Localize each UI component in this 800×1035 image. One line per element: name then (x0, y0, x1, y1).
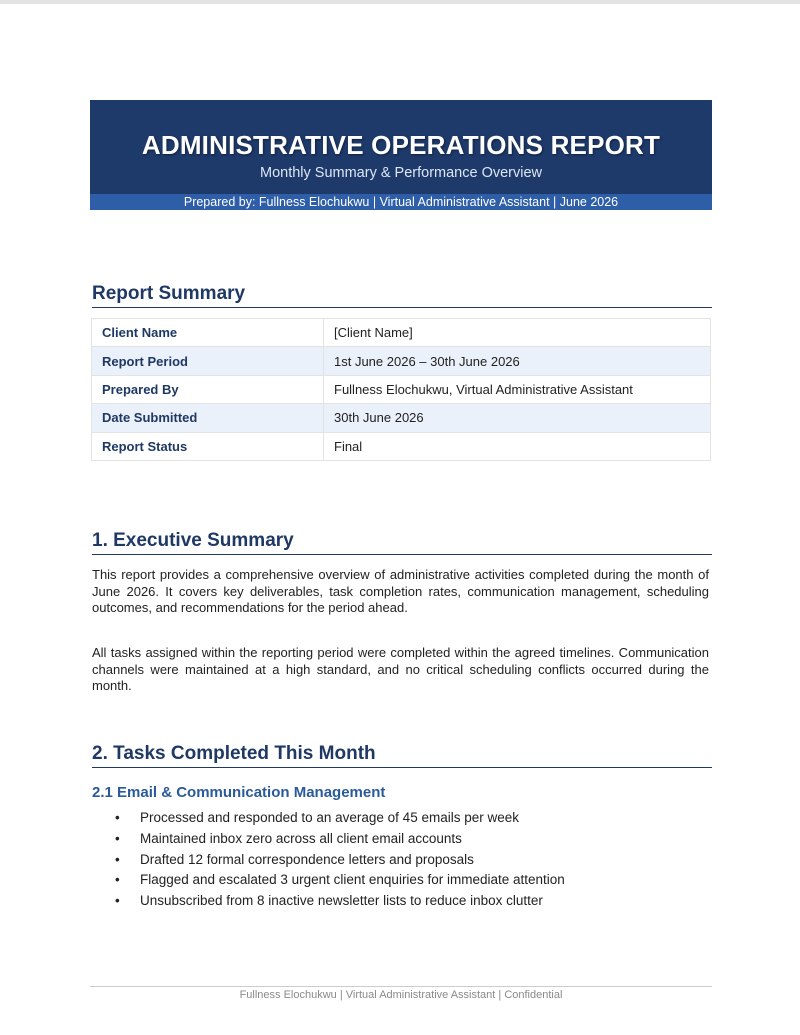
row-label: Report Period (92, 347, 324, 375)
table-row (92, 404, 711, 432)
report-subtitle: Monthly Summary & Performance Overview (259, 165, 543, 181)
list-item (92, 808, 692, 829)
row-label: Prepared By (92, 375, 324, 403)
table-row (92, 347, 711, 375)
tasks-completed-heading: 2. Tasks Completed This Month (92, 743, 712, 768)
row-label: Report Status (92, 432, 324, 460)
report-title-banner (90, 100, 712, 210)
row-label: Date Submitted (92, 404, 324, 432)
list-item-text: Unsubscribed from 8 inactive newsletter lists to reduce inbox clutter (140, 893, 543, 909)
email-communication-subheading: 2.1 Email & Communication Management (92, 784, 386, 801)
list-item (92, 850, 692, 871)
list-item-text: Maintained inbox zero across all client email accounts (140, 830, 462, 846)
list-item (92, 829, 692, 850)
list-item-text: Processed and responded to an average of 45 emails per week (140, 810, 519, 825)
bullet-icon: • (115, 830, 120, 846)
row-value: 1st June 2026 – 30th June 2026 (324, 347, 711, 375)
bullet-icon: • (115, 851, 120, 867)
list-item (92, 870, 692, 891)
table-row (92, 375, 711, 403)
executive-summary-heading: 1. Executive Summary (92, 530, 712, 555)
executive-summary-paragraph: This report provides a comprehensive overview of administrative activities completed during the month of June 2026. It covers key deliverables, task completion rates, communication management, scheduling outcomes, and recommendations for the period ahead. (92, 567, 709, 615)
table-row (92, 319, 711, 347)
report-summary-table (91, 318, 711, 461)
bullet-icon: • (115, 872, 120, 888)
list-item-text: Drafted 12 formal correspondence letters and proposals (140, 851, 474, 867)
row-label: Client Name (92, 319, 324, 347)
table-row (92, 432, 711, 460)
executive-summary-paragraph: All tasks assigned within the reporting period were completed within the agreed timelines. Communication channels were maintained at a high standard, and no critical scheduling conflicts occurred during the month. (92, 645, 709, 693)
row-value: [Client Name] (324, 319, 711, 347)
bullet-icon: • (115, 810, 120, 825)
email-task-list (92, 808, 692, 912)
bullet-icon: • (115, 893, 120, 909)
footer-divider (90, 986, 712, 987)
page-footer: Fullness Elochukwu | Virtual Administrative Assistant | Confidential (239, 989, 563, 1001)
list-item (92, 891, 692, 912)
row-value: 30th June 2026 (324, 404, 711, 432)
prepared-by-strip: Prepared by: Fullness Elochukwu | Virtual Administrative Assistant | June 2026 (90, 194, 712, 210)
list-item-text: Flagged and escalated 3 urgent client enquiries for immediate attention (140, 872, 565, 888)
row-value: Final (324, 432, 711, 460)
top-edge-bar (0, 0, 800, 4)
report-summary-heading: Report Summary (92, 283, 712, 308)
report-title: ADMINISTRATIVE OPERATIONS REPORT (141, 130, 661, 160)
row-value: Fullness Elochukwu, Virtual Administrative Assistant (324, 375, 711, 403)
